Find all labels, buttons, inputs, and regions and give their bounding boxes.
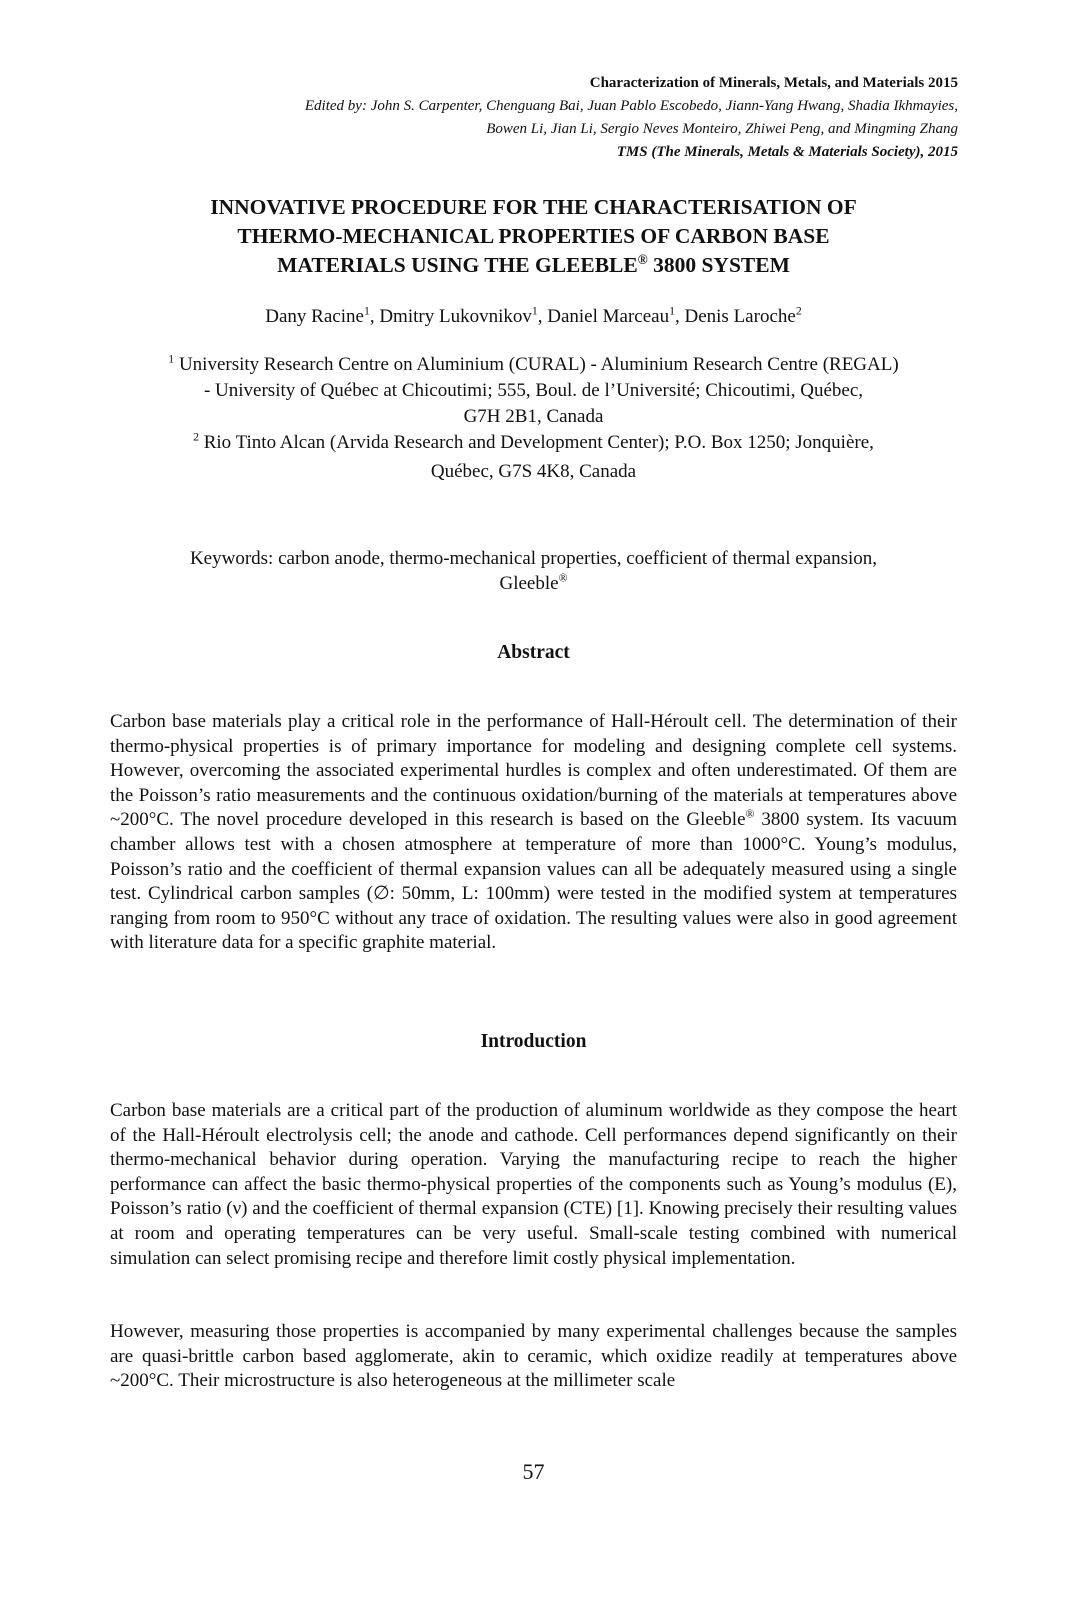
author-list: Dany Racine$^1$, Dmitry Lukovnikov$^1$, Daniel Marceau$^1$, Denis Laroche$^2$ <box>265 304 802 327</box>
author-name: Daniel Marceau <box>547 306 670 327</box>
running-header <box>305 72 958 164</box>
registered-mark: ® <box>558 571 568 585</box>
abstract-paragraph <box>110 710 957 956</box>
title-line-3 <box>110 251 957 280</box>
registered-mark: ® <box>745 808 755 822</box>
author-affil-mark: 1 <box>363 304 370 318</box>
keywords-line-1: Keywords: carbon anode, thermo-mechanical properties, coefficient of thermal expansion, <box>189 548 878 569</box>
affiliation-2-line-1 <box>110 430 957 456</box>
author-affil-mark: 1 <box>669 304 675 318</box>
author-affil-mark: 1 <box>531 304 538 318</box>
paper-title <box>110 193 957 280</box>
editors-line-2: Bowen Li, Jian Li, Sergio Neves Monteiro, Zhiwei Peng, and Mingming Zhang <box>486 121 958 137</box>
keywords <box>110 546 957 596</box>
registered-mark: ® <box>637 251 648 267</box>
author-name: Dany Racine <box>265 306 364 327</box>
keywords-line-2 <box>110 571 957 596</box>
introduction-paragraph-2: However, measuring those properties is accompanied by many experimental challenges because the samples are quasi-brittle carbon based agglomerate, akin to ceramic, which oxidize readily at temperatures above ~200°C. Their microstructure is also heterogeneous at the millimeter scale <box>110 1321 957 1392</box>
affil-mark: 2 <box>193 430 199 444</box>
affil-mark: 1 <box>168 352 175 366</box>
affiliation-1-line-1 <box>110 352 957 378</box>
abstract-text-1: Carbon base materials play a critical role in the performance of Hall-Héroult cell. The determination of their thermo-physical properties is of primary importance for modeling and designing complete cell systems. However, overcoming the associated experimental hurdles is complex and often underestimated. Of them are the Poisson’s ratio measurements and the continuous oxidation/burning of the materials at temperatures above ~200°C. The novel procedure developed in this research is based on the Gleeble <box>110 711 957 831</box>
author-name: Denis Laroche <box>684 306 796 327</box>
abstract-heading: Abstract <box>497 642 570 663</box>
introduction-paragraph-1: Carbon base materials are a critical part of the production of aluminum worldwide as they compose the heart of the Hall-Héroult electrolysis cell; the anode and cathode. Cell performances depend significantly on their thermo-mechanical behavior during operation. Varying the manufacturing recipe to reach the higher performance can affect the basic thermo-physical properties of the components such as Young’s modulus (E), Poisson’s ratio (ν) and the coefficient of thermal expansion (CTE) [1]. Knowing precisely their resulting values at room and operating temperatures can be very useful. Small-scale testing combined with numerical simulation can select promising recipe and therefore limit costly physical implementation. <box>110 1100 957 1269</box>
affiliation-2-line-2: Québec, G7S 4K8, Canada <box>430 461 637 482</box>
affiliation-1-text: University Research Centre on Aluminium (CURAL) - Aluminium Research Centre (REGAL) <box>178 354 899 375</box>
publisher: TMS (The Minerals, Metals & Materials Society), 2015 <box>616 144 958 160</box>
affiliation-2-text: Rio Tinto Alcan (Arvida Research and Development Center); P.O. Box 1250; Jonquière, <box>203 432 874 453</box>
title-line-2: THERMO-MECHANICAL PROPERTIES OF CARBON BASE <box>237 224 830 248</box>
title-line-1: INNOVATIVE PROCEDURE FOR THE CHARACTERISATION OF <box>210 195 857 219</box>
book-title: Characterization of Minerals, Metals, and Materials 2015 <box>589 75 958 91</box>
author-name: Dmitry Lukovnikov <box>379 306 532 327</box>
author-affil-mark: 2 <box>795 304 802 318</box>
affiliation-1-line-3: G7H 2B1, Canada <box>463 406 604 427</box>
title-line-3-text: MATERIALS USING THE GLEEBLE <box>277 253 638 277</box>
affiliations <box>110 352 957 485</box>
keywords-line-2-text: Gleeble <box>499 573 559 594</box>
affiliation-1-line-2: - University of Québec at Chicoutimi; 555, Boul. de l’Université; Chicoutimi, Québec, <box>203 380 864 401</box>
editors-line-1: Edited by: John S. Carpenter, Chenguang Bai, Juan Pablo Escobedo, Jiann-Yang Hwang, Shadia Ikhmayies, <box>304 98 958 114</box>
abstract-text-2: 3800 system. Its vacuum chamber allows test with a chosen atmosphere at temperature of more than 1000°C. Young’s modulus, Poisson’s ratio and the coefficient of thermal expansion values can all be adequately measured using a single test. Cylindrical carbon samples (∅: 50mm, L: 100mm) were tested in the modified system at temperatures ranging from room to 950°C without any trace of oxidation. The resulting values were also in good agreement with literature data for a specific graphite material. <box>110 809 957 954</box>
page-number: 57 <box>522 1459 545 1484</box>
title-line-3-suffix: 3800 SYSTEM <box>647 253 790 277</box>
introduction-heading: Introduction <box>480 1031 587 1052</box>
